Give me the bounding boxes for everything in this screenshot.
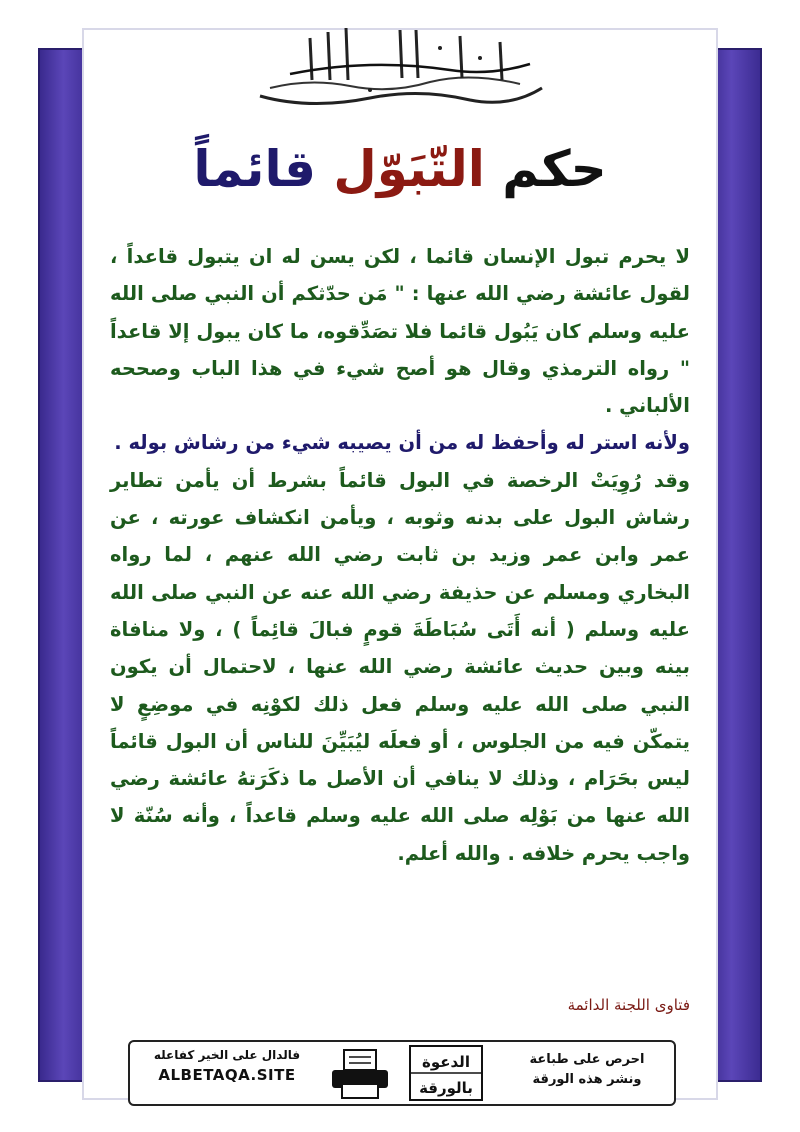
footer-motto: فالدال على الخير كفاعله	[153, 1048, 301, 1062]
paragraph-3: وقد رُوِيَتْ الرخصة في البول قائماً بشرط أن يأمن تطاير رشاش البول على بدنه وثوبه ، ويأمن انكشاف عورته ، عن عمر وابن عمر وزيد بن ثابت رضي الله عنهم ، لما رواه البخاري ومسلم عن حذيفة رضي الله عنه عن النبي صلى الله عليه وسلم ( أنه أَتَى سُبَاطَةَ قومٍ فبالَ قائِماً ) ، ولا منافاة بينه وبين حديث عائشة رضي الله عنها ، لاحتمال أن يكون النبي صلى الله عليه وسلم فعل ذلك لكوْنِه في موضِعٍ لا يتمكّن فيه من الجلوس ، أو فعلَه ليُبَيِّنَ للناس أن البول قائماً ليس بحَرَام ، وذلك لا ينافي أن الأصل ما ذكَرَتهُ عائشة رضي الله عنها من بَوْلِه صلى الله عليه وسلم قاعداً ، وأنه سُنّة لا واجب يحرم خلافه . والله أعلم.	[110, 468, 690, 865]
footer-banner	[128, 1040, 676, 1106]
title-word-1: حكم	[502, 140, 607, 198]
footer-print-line-2: ونشر هذه الورقة	[532, 1072, 642, 1087]
page-title	[0, 140, 800, 198]
logo-text-1: الدعوة	[422, 1053, 470, 1071]
printer-icon	[328, 1048, 392, 1100]
title-word-3: قائماً	[193, 140, 316, 198]
footer-print-note	[512, 1050, 662, 1090]
footer-print-line-1: احرص على طباعة	[529, 1052, 645, 1067]
basmala-calligraphy	[250, 18, 550, 110]
fatwa-body	[110, 238, 690, 872]
source-citation: فتاوى اللجنة الدائمة	[567, 996, 690, 1014]
paragraph-1: لا يحرم تبول الإنسان قائما ، لكن يسن له ان يتبول قاعداً ، لقول عائشة رضي الله عنها : " مَن حدّثكم أن النبي صلى الله عليه وسلم كان يَبُول قائما فلا تصَدِّقوه، ما كان يبول إلا قاعداً " رواه الترمذي وقال هو أصح شيء في هذا الباب وصححه الألباني .	[110, 245, 690, 418]
footer-site-block	[142, 1048, 312, 1084]
footer-site-link[interactable]: ALBETAQA.SITE	[158, 1066, 296, 1084]
paragraph-2: ولأنه استر له وأحفظ له من أن يصيبه شيء من رشاش بوله .	[114, 431, 690, 455]
logo-text-2: بالورقة	[419, 1079, 473, 1097]
title-word-2: التّبَوّل	[333, 140, 485, 198]
dawah-logo	[404, 1042, 488, 1104]
